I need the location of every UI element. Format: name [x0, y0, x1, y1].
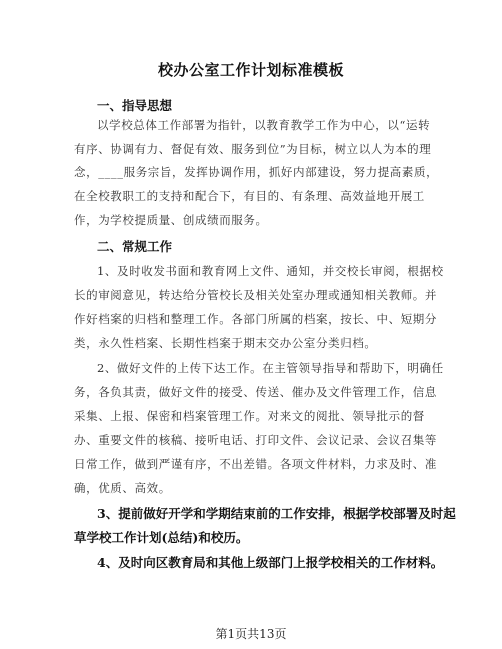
paragraph-line: 在全校教职工的支持和配合下，有目的、有条理、高效益地开展工 — [74, 189, 425, 203]
paragraph-line: 1、及时收发书面和教育网上文件、通知，并交校长审阅，根据校 — [97, 264, 444, 278]
paragraph-line: 作好档案的归档和整理工作。各部门所属的档案，按长、中、短期分 — [74, 312, 437, 326]
paragraph-line: 以学校总体工作部署为指针，以教育教学工作为中心，以“运转 — [97, 118, 431, 132]
bold-paragraph-line: 草学校工作计划(总结)和校历。 — [74, 530, 249, 545]
paragraph-line: 务，各负其责，做好文件的接受、传送、催办及文件管理工作，信息 — [74, 385, 437, 399]
paragraph-line: 长的审阅意见，转达给分管校长及相关处室办理或通知相关教师。并 — [74, 288, 437, 302]
paragraph-line: 2、做好文件的上传下达工作。在主管领导指导和帮助下，明确任 — [97, 361, 444, 375]
paragraph-line: 日常工作，做到严谨有序，不出差错。各项文件材料，力求及时、准 — [74, 457, 437, 471]
document-title: 校办公室工作计划标准模板 — [157, 61, 344, 79]
bold-paragraph-line: 3、提前做好开学和学期结束前的工作安排，根据学校部署及时起 — [97, 506, 456, 521]
section-heading-routine-work: 二、常规工作 — [97, 239, 173, 254]
paragraph-line: 类，永久性档案、长期性档案于期末交办公室分类归档。 — [74, 336, 377, 350]
paragraph-line: 有序、协调有力、督促有效、服务到位”为目标，树立以人为本的理 — [74, 142, 432, 156]
bold-paragraph-line: 4、及时向区教育局和其他上级部门上报学校相关的工作材料。 — [97, 555, 444, 570]
paragraph-line: 念，____服务宗旨，发挥协调作用，抓好内部建设，努力提高素质， — [74, 165, 439, 179]
section-heading-guiding-ideology: 一、指导思想 — [97, 98, 173, 113]
paragraph-line: 办、重要文件的核稿、接听电话、打印文件、会议记录、会议召集等 — [74, 433, 437, 447]
page-number-footer: 第1页共13页 — [215, 627, 287, 641]
paragraph-line: 采集、上报、保密和档案管理工作。对来文的阅批、领导批示的督 — [74, 409, 425, 423]
paragraph-line: 作，为学校提质量、创成绩而服务。 — [74, 213, 268, 227]
paragraph-line: 确，优质、高效。 — [74, 481, 171, 495]
